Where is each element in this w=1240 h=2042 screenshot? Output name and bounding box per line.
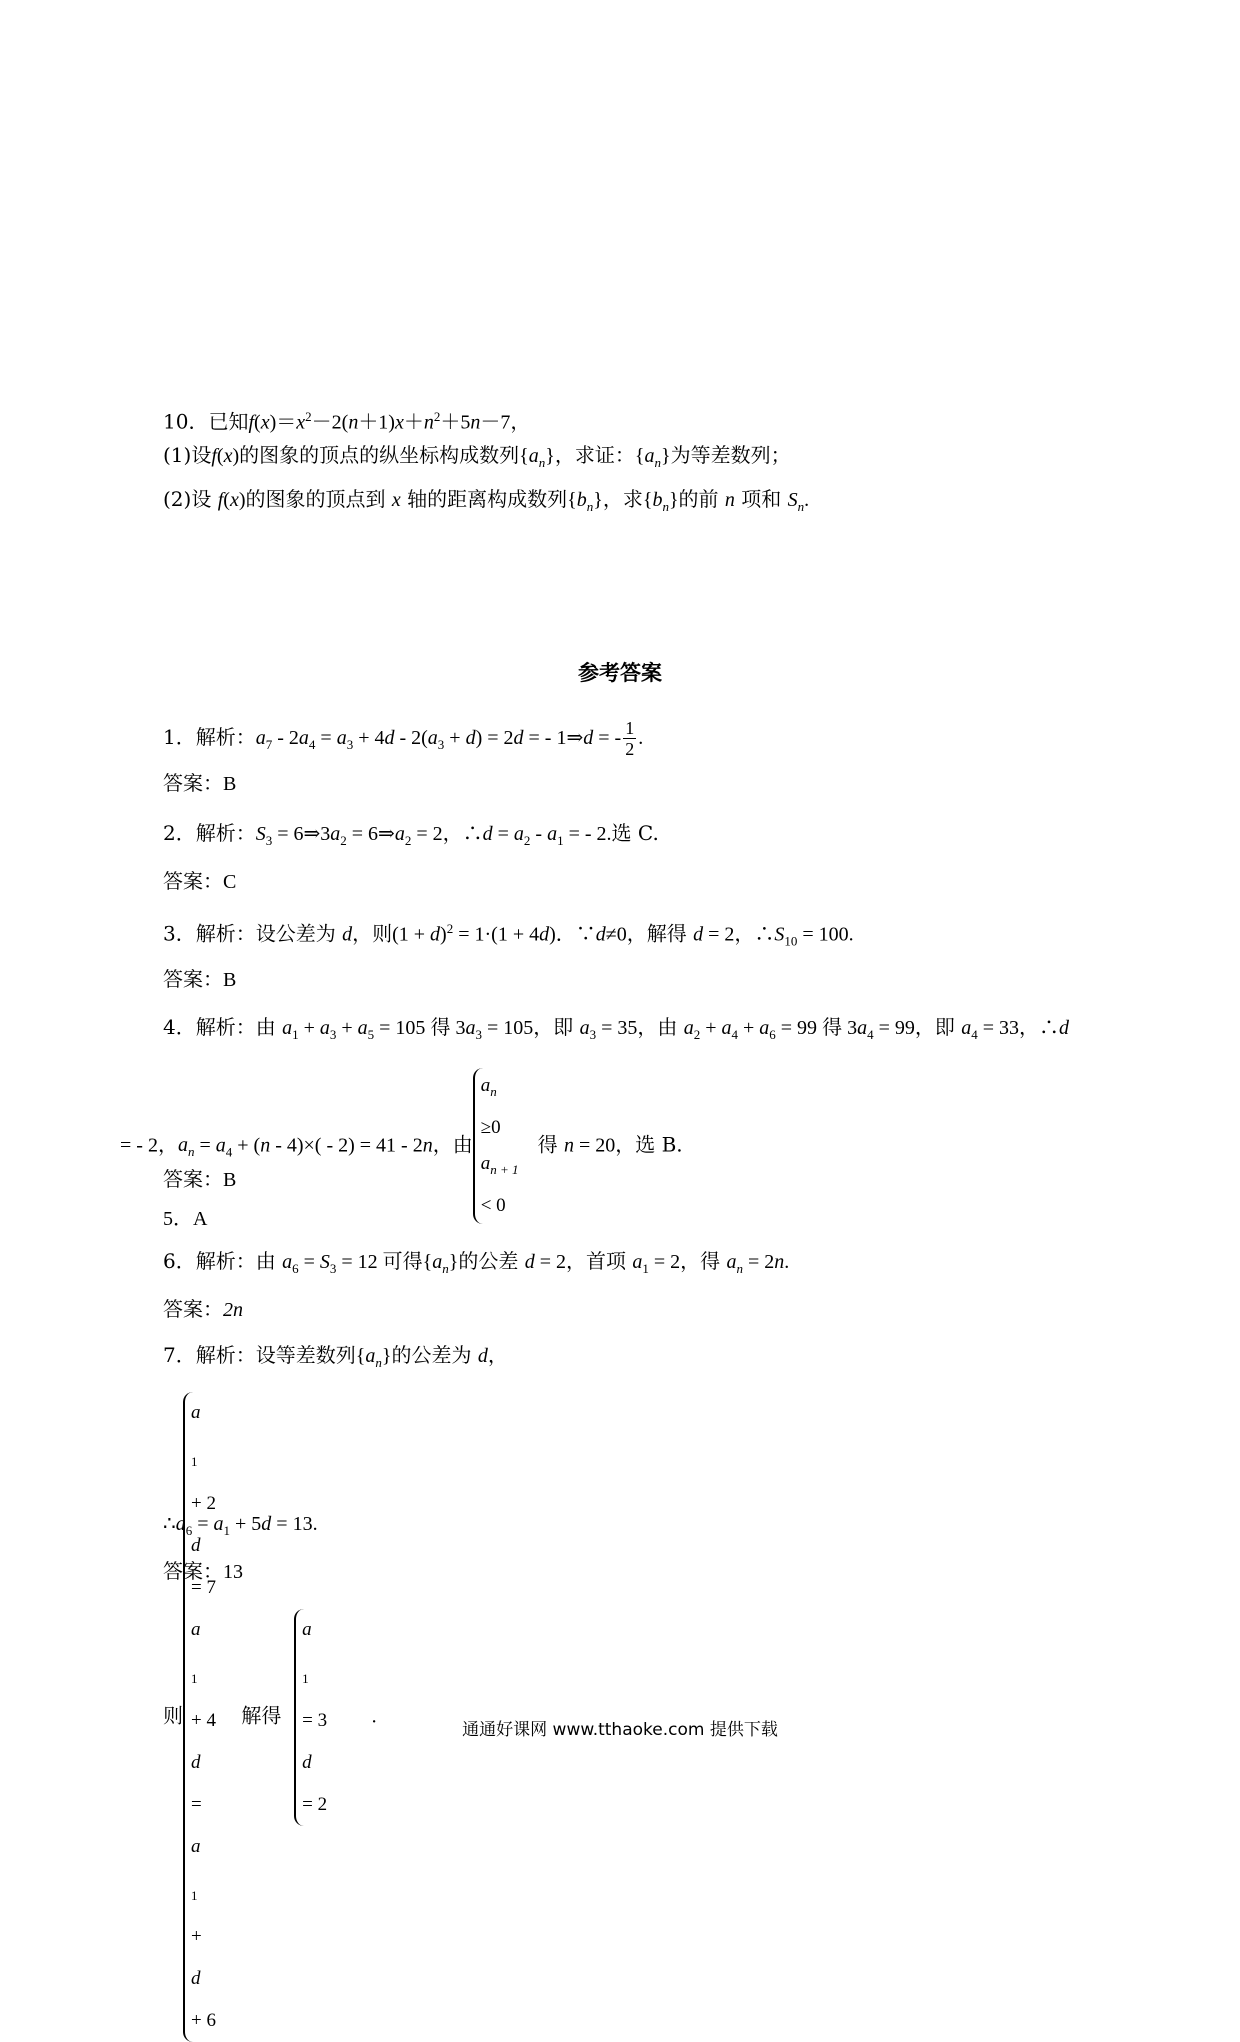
answer-4-result: 答案：B bbox=[163, 1167, 237, 1191]
answer-3-result: 答案：B bbox=[163, 967, 237, 991]
answer-7-system: 则 a $_1$ + 2 d = 7 a $_1$ + 4 d = a $_1$ + d + 6 解得 a $_1$ = 3 d = 2 . bbox=[163, 1392, 377, 2042]
equation-system: a $_1$ + 2 d = 7 a $_1$ + 4 d = a $_1$ + d + 6 bbox=[183, 1392, 216, 2042]
answer-1-analysis: 1．解析：$a_7 - 2a_4 = a_3 + 4d - 2(a_3 + d) = 2d$ = - 1⇒d = - $\frac{1}{2}$ . bbox=[163, 718, 644, 759]
problem-number: 10． bbox=[163, 409, 209, 434]
answer-5: 5．A bbox=[163, 1208, 208, 1230]
answer-3-analysis: 3．解析：设公差为 d，则$(1 + d)^2 = 1\cdot(1 + 4d)$．∵d≠0，解得 d = 2，$\therefore S_{10} = 100$. bbox=[163, 921, 854, 949]
answer-1-result: 答案：B bbox=[163, 771, 237, 795]
answer-7-conclusion: $\therefore a_6 = a_1 + 5d = 13$. bbox=[163, 1513, 318, 1538]
answer-4-analysis: 4．解析：由 $a_1 + a_3 + a_5 = 105$ 得 $3a_3 = 105$，即 $a_3 = 35$，由 $a_2 + a_4 + a_6 = 99$ 得 $3a_4 = 99$，即 $a_4 = 33$，∴d bbox=[163, 1015, 1069, 1042]
inequality-system: $a_n$ ≥0 $a_{n + 1}$ < 0 bbox=[473, 1068, 519, 1224]
answer-6-result: 答案：2n bbox=[163, 1297, 243, 1321]
footer-text: 通通好课网 www.tthaoke.com 提供下载 bbox=[462, 1720, 778, 1740]
solution-system: a $_1$ = 3 d = 2 bbox=[294, 1609, 327, 1826]
answer-4-analysis-continued: = - 2，$a_n = a_4 + (n - 4)\times( - 2) = 41 - 2n$，由 $a_n$ ≥0 $a_{n + 1}$ < 0 得 n = 20，选 B. bbox=[120, 1068, 683, 1224]
answer-7-analysis: 7．解析：设等差数列$\{a_n\}$的公差为 d， bbox=[163, 1343, 508, 1370]
problem-10-part-2: (2)设 f(x)的图象的顶点到 x 轴的距离构成数列$\{b_n\}$，求$\{b_n\}$的前 n 项和 $S_n$. bbox=[163, 487, 810, 514]
problem-10-stem: 10．已知$f(x)=x^2-2(n+1)x+n^2+5n-7$， bbox=[163, 409, 531, 434]
answer-2-result: 答案：C bbox=[163, 869, 237, 893]
answer-7-result: 答案：13 bbox=[163, 1559, 243, 1583]
answer-6-analysis: 6．解析：由 $a_6 = S_3 = 12$ 可得$\{a_n\}$的公差 d = 2，首项 $a_1 = 2$，得 $a_n = 2n$. bbox=[163, 1249, 790, 1276]
problem-10-part-1: (1)设f(x)的图象的顶点的纵坐标构成数列$\{a_n\}$，求证：$\{a_n\}$为等差数列； bbox=[163, 443, 791, 470]
answers-title: 参考答案 bbox=[578, 660, 662, 685]
fraction-one-half: $\frac{1}{2}$ bbox=[625, 718, 635, 759]
answer-2-analysis: 2．解析：$S_3$ = $6\Rightarrow 3a_2$ = $6\Rightarrow a_2 = 2$，∴d = $a_2 - a_1$ = - 2.选 C. bbox=[163, 821, 659, 848]
